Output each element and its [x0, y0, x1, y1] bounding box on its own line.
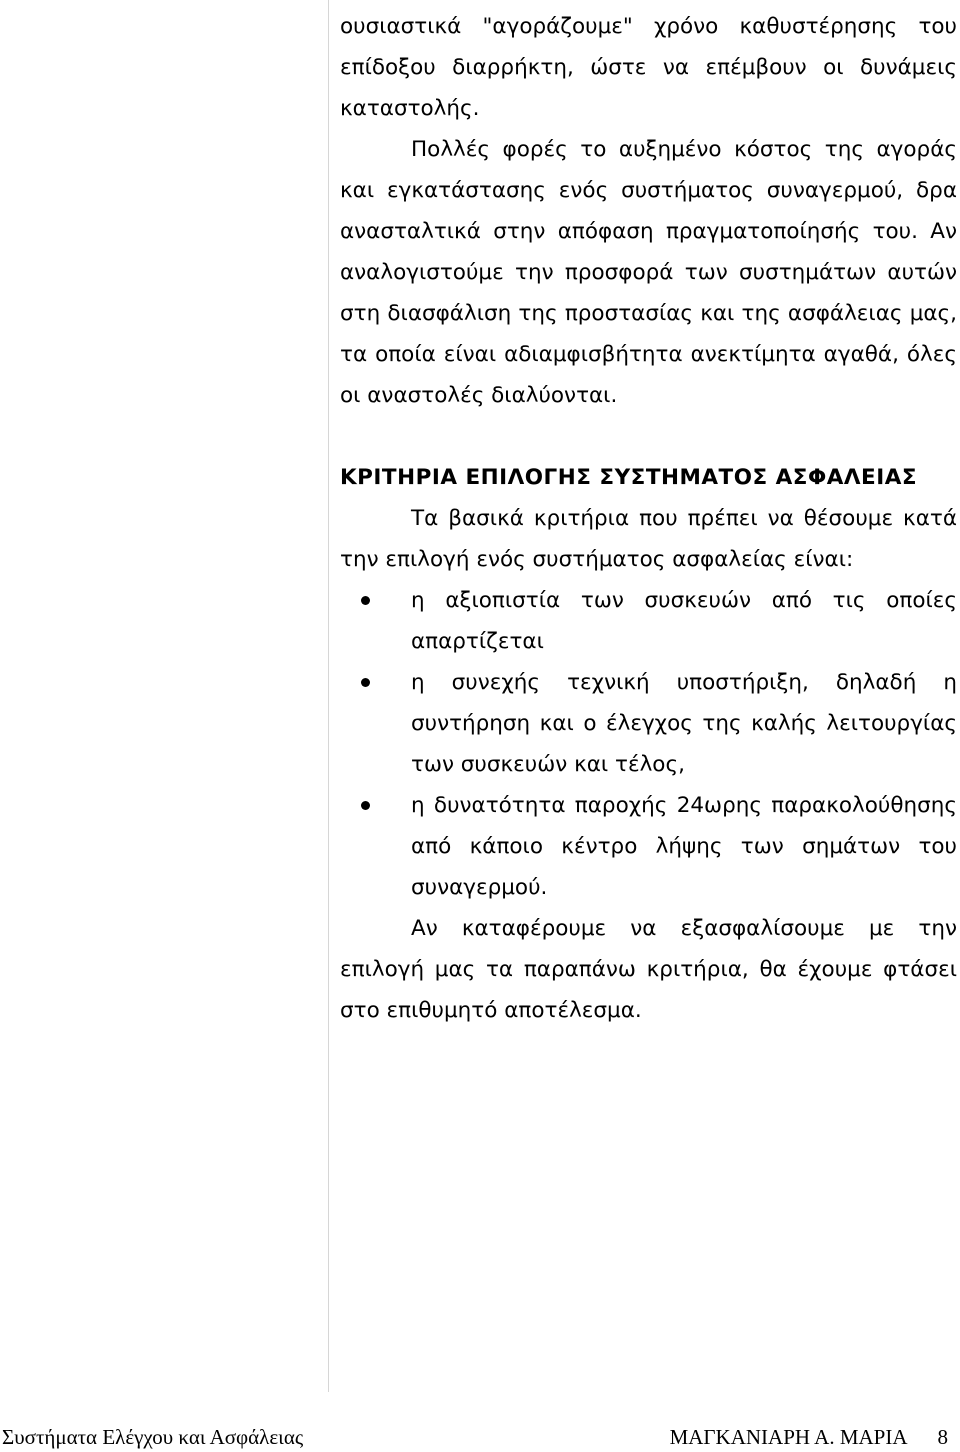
criteria-item-text: η συνεχής τεχνική υποστήριξη, δηλαδή η συντήρηση και ο έλεγχος της καλής λειτουργίας των συσκευών και τέλος,: [411, 670, 957, 777]
paragraph-cost: Πολλές φορές το αυξημένο κόστος της αγοράς και εγκατάστασης ενός συστήματος συναγερμού, δρα ανασταλτικά στην απόφαση πραγματοποίησής του. Αν αναλογιστούμε την προσφορά των συστημάτων αυτών στη διασφάλιση της προστασίας και της ασφάλειας μας, τα οποία είναι αδιαμφισβήτητα ανεκτίμητα αγαθά, όλες οι αναστολές διαλύονται.: [340, 137, 957, 408]
footer-author: ΜΑΓΚΑΝΙΑΡΗ Α. ΜΑΡΙΑ: [669, 1425, 908, 1449]
page-body: [340, 6, 957, 1031]
criteria-item-text: η δυνατότητα παροχής 24ωρης παρακολούθησης από κάποιο κέντρο λήψης των σημάτων του συναγερμού.: [411, 793, 957, 900]
section-heading: ΚΡΙΤΗΡΙΑ ΕΠΙΛΟΓΗΣ ΣΥΣΤΗΜΑΤΟΣ ΑΣΦΑΛΕΙΑΣ: [340, 465, 918, 490]
criteria-item-text: η αξιοπιστία των συσκευών από τις οποίες απαρτίζεται: [411, 588, 957, 654]
conclusion-paragraph: Αν καταφέρουμε να εξασφαλίσουμε με την επιλογή μας τα παραπάνω κριτήρια, θα έχουμε φτάσει στο επιθυμητό αποτέλεσμα.: [340, 916, 957, 1023]
paragraph-continuation: ουσιαστικά "αγοράζουμε" χρόνο καθυστέρησης του επίδοξου διαρρήκτη, ώστε να επέμβουν οι δυνάμεις καταστολής.: [340, 14, 957, 121]
criteria-list: [340, 580, 957, 908]
criteria-item-monitoring: [411, 785, 957, 908]
bullet-icon: [361, 596, 370, 605]
criteria-item-reliability: [411, 580, 957, 662]
footer-title: Συστήματα Ελέγχου και Ασφάλειας: [2, 1425, 304, 1449]
page-number: 8: [937, 1425, 948, 1449]
criteria-item-support: [411, 662, 957, 785]
paragraph-gap: [340, 416, 957, 457]
margin-rule: [328, 0, 329, 1392]
bullet-icon: [361, 678, 370, 687]
page-footer: [0, 1418, 960, 1448]
bullet-icon: [361, 801, 370, 810]
criteria-intro: Τα βασικά κριτήρια που πρέπει να θέσουμε κατά την επιλογή ενός συστήματος ασφαλείας είναι:: [340, 506, 957, 572]
